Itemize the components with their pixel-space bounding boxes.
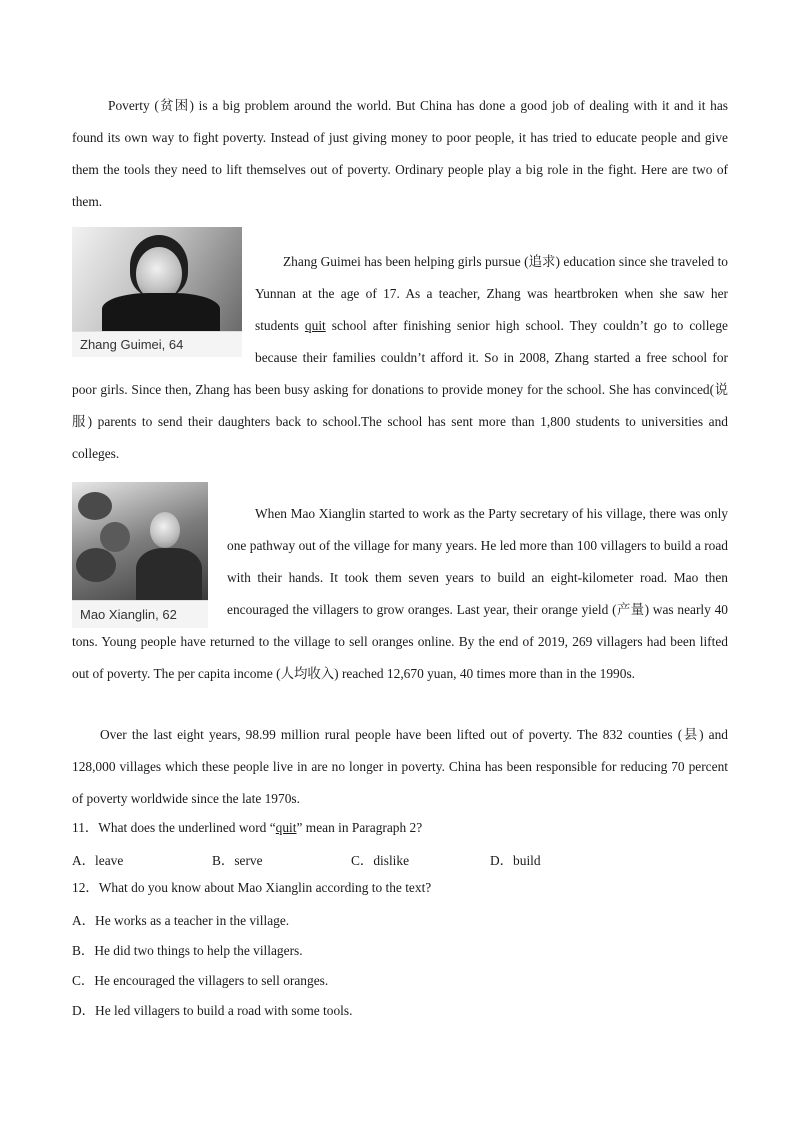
q11-option-c: C．dislike	[351, 853, 410, 868]
q12-option-a: A．He works as a teacher in the village.	[72, 913, 290, 928]
closing-paragraph: Over the last eight years, 98.99 million rural people have been lifted out of poverty. The 832 counties (县) and 128,000 villages which these people live in are no longer in poverty. China has been responsible for reducing 70 percent of poverty worldwide since the late 1970s.	[72, 727, 728, 806]
zhang-underlined-word: quit	[304, 318, 326, 333]
q11-suffix: ” mean in Paragraph 2?	[296, 820, 423, 835]
q11-option-b: B．serve	[212, 853, 263, 868]
mao-paragraph	[72, 498, 728, 690]
q12-option-b: B．He did two things to help the villagers.	[72, 943, 303, 958]
mao-text: When Mao Xianglin started to work as the Party secretary of his village, there was only one pathway out of the village for many years. He led more than 100 villagers to build a road with their hands. It took them seven years to build an eight-kilometer road. Mao then encouraged the villagers to grow oranges. Last year, their orange yield (产量) was nearly 40 tons. Young people have returned to the village to sell oranges online. By the end of 2019, 269 villagers had been lifted out of poverty. The per capita income (人均收入) reached 12,670 yuan, 40 times more than in the 1990s.	[72, 506, 728, 681]
zhang-text-after: school after finishing senior high school. They couldn’t go to college because their families couldn’t afford it. So in 2008, Zhang started a free school for poor girls. Since then, Zhang has been busy asking for donations to provide money for the school. She has convinced(说服) parents to send their daughters back to school.The school has sent more than 1,800 students to universities and colleges.	[72, 318, 728, 461]
zhang-caption: Zhang Guimei, 64	[72, 331, 242, 357]
zhang-paragraph	[72, 246, 728, 470]
zhang-text-before: Zhang Guimei has been helping girls pursue (追求) education since she traveled to Yunnan at the age of 17. As a teacher, Zhang was heartbroken when she saw her students	[255, 254, 728, 333]
question-11	[72, 813, 422, 843]
q11-prefix: 11．What does the underlined word “	[72, 820, 276, 835]
mao-caption: Mao Xianglin, 62	[72, 600, 208, 628]
q11-underlined-word: quit	[275, 820, 297, 835]
q12-option-d: D．He led villagers to build a road with some tools.	[72, 1003, 353, 1018]
intro-paragraph: Poverty (贫困) is a big problem around the world. But China has done a good job of dealing with it and it has found its own way to fight poverty. Instead of just giving money to poor people, it has tried to educate people and give them the tools they need to lift themselves out of poverty. Ordinary people play a big role in the fight. Here are two of them.	[72, 98, 728, 209]
q11-option-d: D．build	[490, 853, 541, 868]
q11-option-a: A．leave	[72, 853, 124, 868]
q12-option-c: C．He encouraged the villagers to sell oranges.	[72, 973, 329, 988]
question-12: 12．What do you know about Mao Xianglin according to the text?	[72, 880, 432, 895]
